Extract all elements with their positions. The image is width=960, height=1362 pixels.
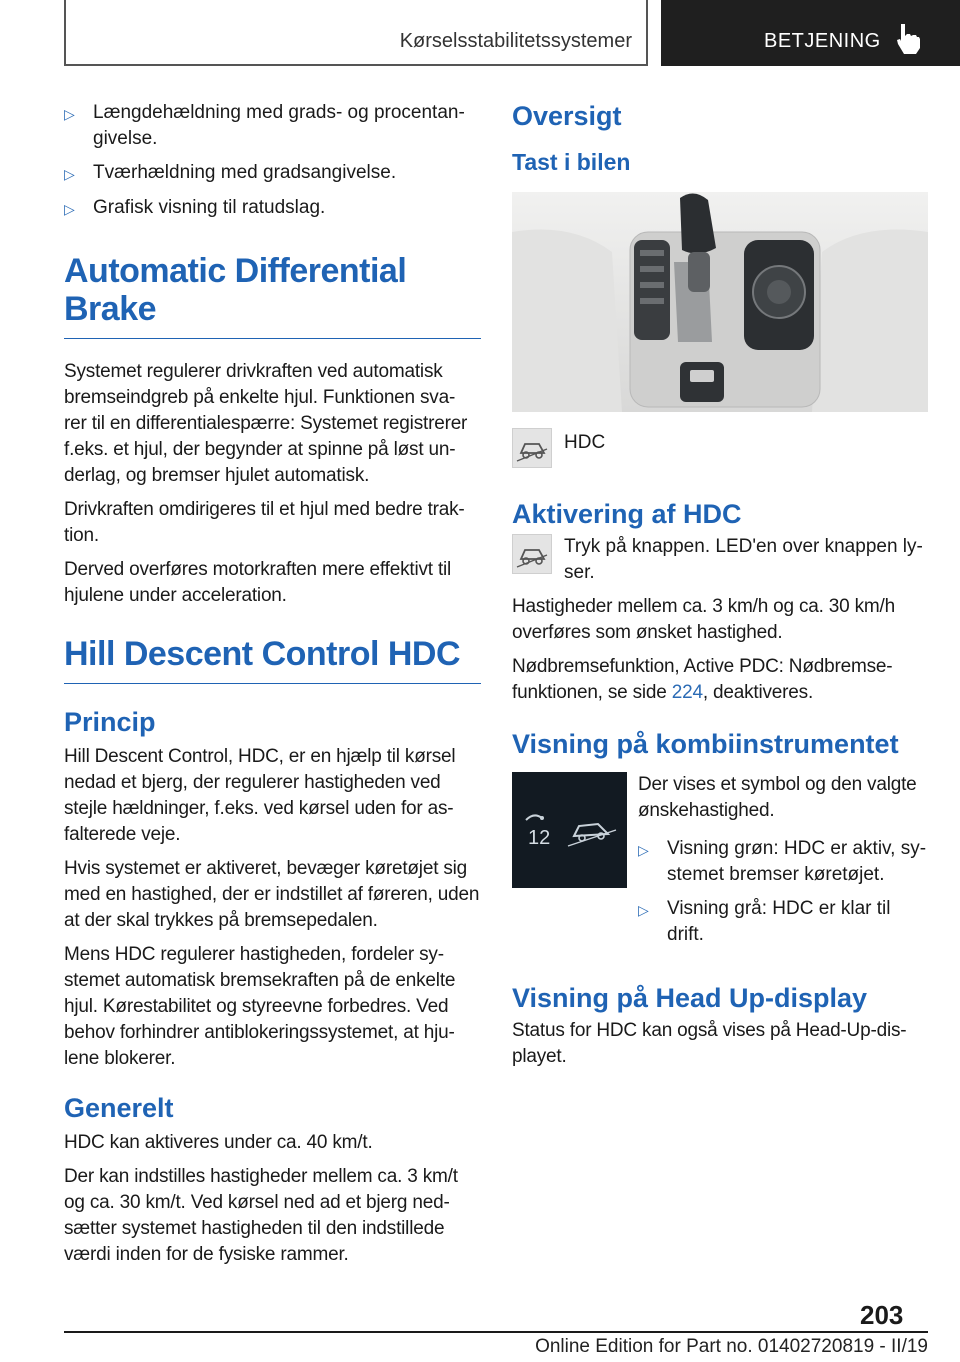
pointing-hand-icon [893,22,923,56]
aktivering-row [512,534,928,586]
hud-heading: Visning på Head Up-display [512,983,868,1013]
visning-heading: Visning på kombiinstrumentet [512,729,899,759]
visning-row [512,772,928,956]
hdc-heading: Hill Descent Control HDC [64,635,481,684]
tast-heading: Tast i bilen [512,149,631,175]
instrument-cluster-image [512,772,627,888]
triangle-bullet-icon: ▷ [638,902,649,918]
aktivering-paragraph-2: Hastigheder mellem ca. 3 km/h og ca. 30 km/h overføres som ønsket hastighed. [512,596,895,643]
generelt-heading: Generelt [64,1093,174,1123]
center-console-photo [512,192,928,412]
adb-paragraph-1: Systemet regulerer drivkraften ved automatisk bremseindgreb på enkelte hjul. Funktionen sva‐ rer til en differentialespærre: Systemet registrerer f.eks. et hjul, der begynder at spinne på løst un‐ derlag, og bremser hjulet automatisk. [64,361,468,486]
adb-paragraph-3: Derved overføres motorkraften mere effektivt til hjulene under acceleration. [64,559,452,606]
princip-paragraph-1: Hill Descent Control, HDC, er en hjælp til kørsel nedad et bjerg, der regulerer hastigheden ved stejle hældninger, f.eks. ved kørsel uden for as‐ falterede veje. [64,746,456,845]
header-chapter-title: BETJENING [764,30,881,52]
triangle-bullet-icon: ▷ [64,166,75,182]
triangle-bullet-icon: ▷ [64,201,75,217]
header-section-box [64,0,648,66]
adb-heading: Automatic Differential Brake [64,252,481,339]
princip-paragraph-2: Hvis systemet er aktiveret, bevæger køretøjet sig med en hastighed, der er indstillet af føreren, uden at der skal trykkes på bremsepedalen. [64,858,480,931]
cluster-speed-text: 12 [528,827,551,849]
page-number: 203 [860,1300,904,1330]
page-link-224[interactable]: 224 [671,682,703,703]
adb-paragraph-2: Drivkraften omdirigeres til et hjul med bedre trak‐ tion. [64,499,465,546]
list-item: ▷ Visning grå: HDC er klar til drift. [638,896,928,948]
generelt-paragraph-2: Der kan indstilles hastigheder mellem ca. 3 km/t og ca. 30 km/t. Ved kørsel ned ad et bjerg ned‐ sætter systemet hastigheden til den indstillede værdi inden for de fysiske rammer. [64,1166,458,1265]
footer-divider [64,1331,928,1333]
generelt-paragraph-1: HDC kan aktiveres under ca. 40 km/t. [64,1132,373,1153]
right-column [512,100,928,1078]
hdc-car-icon [512,534,552,574]
aktivering-paragraph-1: Tryk på knappen. LED'en over knappen ly‐ ser. [564,536,923,583]
princip-heading: Princip [64,707,156,737]
list-item: ▷ Længdehældning med grads- og procentan‐ givelse. [64,100,481,152]
hdc-button-row [512,428,928,468]
hdc-label: HDC [564,432,606,453]
header-section-title: Kørselsstabilitetssystemer [399,30,632,52]
visning-paragraph-1: Der vises et symbol og den valgte ønskehastighed. [638,774,917,821]
triangle-bullet-icon: ▷ [638,842,649,858]
hud-paragraph-1: Status for HDC kan også vises på Head-Up-dis‐ playet. [512,1020,907,1067]
aktivering-paragraph-3: Nødbremsefunktion, Active PDC: Nødbremse‐ funktionen, se side 224, deaktiveres. [512,656,893,703]
header-chapter-box [661,0,960,66]
oversigt-heading: Oversigt [512,101,622,131]
left-column [64,100,481,1276]
princip-paragraph-3: Mens HDC regulerer hastigheden, fordeler sy‐ stemet automatisk bremsekraften på de enkelte hjul. Kørestabilitet og styreevne forbedres. Ved behov forhindrer antiblokeringssystemet, at hju‐ lene blokerer. [64,944,456,1069]
list-item: ▷ Visning grøn: HDC er aktiv, sy‐ stemet bremser køretøjet. [638,836,928,888]
triangle-bullet-icon: ▷ [64,106,75,122]
hdc-car-icon [512,428,552,468]
aktivering-heading: Aktivering af HDC [512,499,742,529]
list-item: ▷ Grafisk visning til ratudslag. [64,195,481,222]
footer-edition: Online Edition for Part no. 01402720819 - II/19 [535,1336,928,1357]
list-item: ▷ Tværhældning med gradsangivelse. [64,160,481,187]
